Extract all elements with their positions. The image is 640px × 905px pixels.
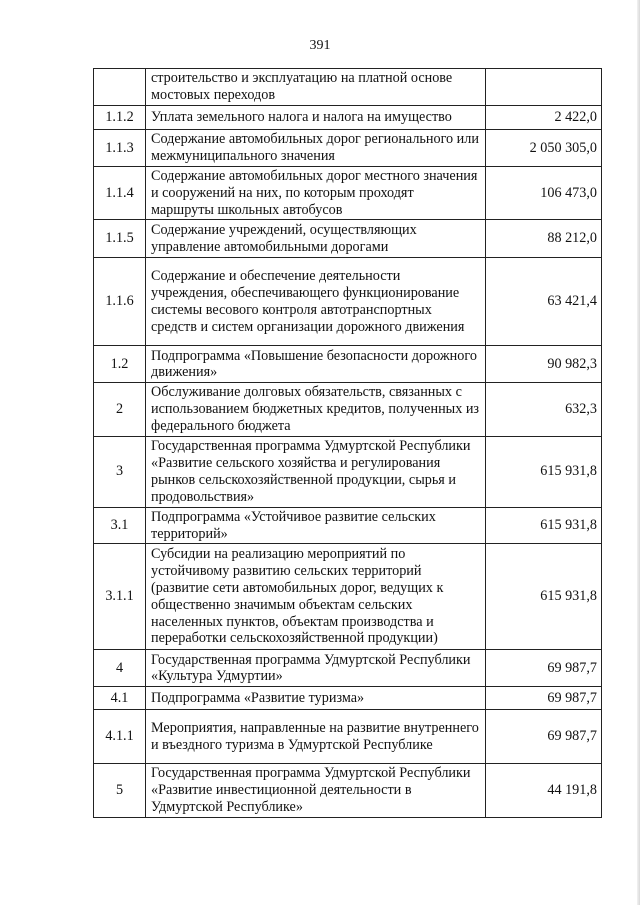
- row-name: Подпрограмма «Развитие туризма»: [146, 687, 486, 710]
- row-amount: 2 422,0: [486, 106, 602, 130]
- table-row: [94, 764, 602, 817]
- row-amount: 69 987,7: [486, 687, 602, 710]
- table-row: [94, 710, 602, 764]
- table-row: [94, 130, 602, 167]
- table-row: [94, 544, 602, 650]
- row-amount: 615 931,8: [486, 507, 602, 544]
- row-code: [94, 69, 146, 106]
- row-name: Содержание автомобильных дорог регионального или межмуниципального значения: [146, 130, 486, 167]
- row-amount: 2 050 305,0: [486, 130, 602, 167]
- table-row: [94, 507, 602, 544]
- row-code: 2: [94, 383, 146, 436]
- row-name: Подпрограмма «Повышение безопасности дорожного движения»: [146, 346, 486, 383]
- row-amount: 44 191,8: [486, 764, 602, 817]
- row-amount: 615 931,8: [486, 544, 602, 650]
- table-row: [94, 346, 602, 383]
- row-name: Обслуживание долговых обязательств, связанных с использованием бюджетных кредитов, полученных из федерального бюджета: [146, 383, 486, 436]
- row-name: Государственная программа Удмуртской Республики «Развитие инвестиционной деятельности в Удмуртской Республике»: [146, 764, 486, 817]
- row-code: 1.1.3: [94, 130, 146, 167]
- row-name: Субсидии на реализацию мероприятий по устойчивому развитию сельских территорий (развитие сети автомобильных дорог, ведущих к общественно значимым объектам сельских населенных пунктов, объектам производства и переработки сельскохозяйственной продукции): [146, 544, 486, 650]
- row-amount: 69 987,7: [486, 710, 602, 764]
- table-row: [94, 167, 602, 220]
- row-amount: 615 931,8: [486, 436, 602, 507]
- budget-table-body: [94, 69, 602, 818]
- table-row: [94, 383, 602, 436]
- table-row: [94, 69, 602, 106]
- row-code: 4.1: [94, 687, 146, 710]
- row-amount: 63 421,4: [486, 258, 602, 346]
- row-code: 1.2: [94, 346, 146, 383]
- row-code: 3: [94, 436, 146, 507]
- table-row: [94, 687, 602, 710]
- row-name: Содержание автомобильных дорог местного значения и сооружений на них, по которым проходят маршруты школьных автобусов: [146, 167, 486, 220]
- row-name: Государственная программа Удмуртской Республики «Культура Удмуртии»: [146, 650, 486, 687]
- row-code: 1.1.6: [94, 258, 146, 346]
- table-row: [94, 436, 602, 507]
- row-name: Содержание учреждений, осуществляющих управление автомобильными дорогами: [146, 220, 486, 258]
- row-name: строительство и эксплуатацию на платной основе мостовых переходов: [146, 69, 486, 106]
- row-amount: [486, 69, 602, 106]
- row-code: 1.1.5: [94, 220, 146, 258]
- row-name: Мероприятия, направленные на развитие внутреннего и въездного туризма в Удмуртской Республике: [146, 710, 486, 764]
- row-name: Содержание и обеспечение деятельности учреждения, обеспечивающего функционирование системы весового контроля автотранспортных средств и систем организации дорожного движения: [146, 258, 486, 346]
- row-amount: 632,3: [486, 383, 602, 436]
- row-code: 4.1.1: [94, 710, 146, 764]
- table-row: [94, 650, 602, 687]
- row-amount: 88 212,0: [486, 220, 602, 258]
- row-amount: 69 987,7: [486, 650, 602, 687]
- table-row: [94, 106, 602, 130]
- row-code: 3.1: [94, 507, 146, 544]
- table-row: [94, 258, 602, 346]
- row-name: Уплата земельного налога и налога на имущество: [146, 106, 486, 130]
- page-number: 391: [309, 38, 331, 53]
- row-code: 4: [94, 650, 146, 687]
- row-name: Подпрограмма «Устойчивое развитие сельских территорий»: [146, 507, 486, 544]
- row-amount: 90 982,3: [486, 346, 602, 383]
- row-amount: 106 473,0: [486, 167, 602, 220]
- row-code: 3.1.1: [94, 544, 146, 650]
- row-code: 1.1.2: [94, 106, 146, 130]
- budget-table: [93, 68, 602, 818]
- table-row: [94, 220, 602, 258]
- row-code: 1.1.4: [94, 167, 146, 220]
- row-code: 5: [94, 764, 146, 817]
- row-name: Государственная программа Удмуртской Республики «Развитие сельского хозяйства и регулирования рынков сельскохозяйственной продукции, сырья и продовольствия»: [146, 436, 486, 507]
